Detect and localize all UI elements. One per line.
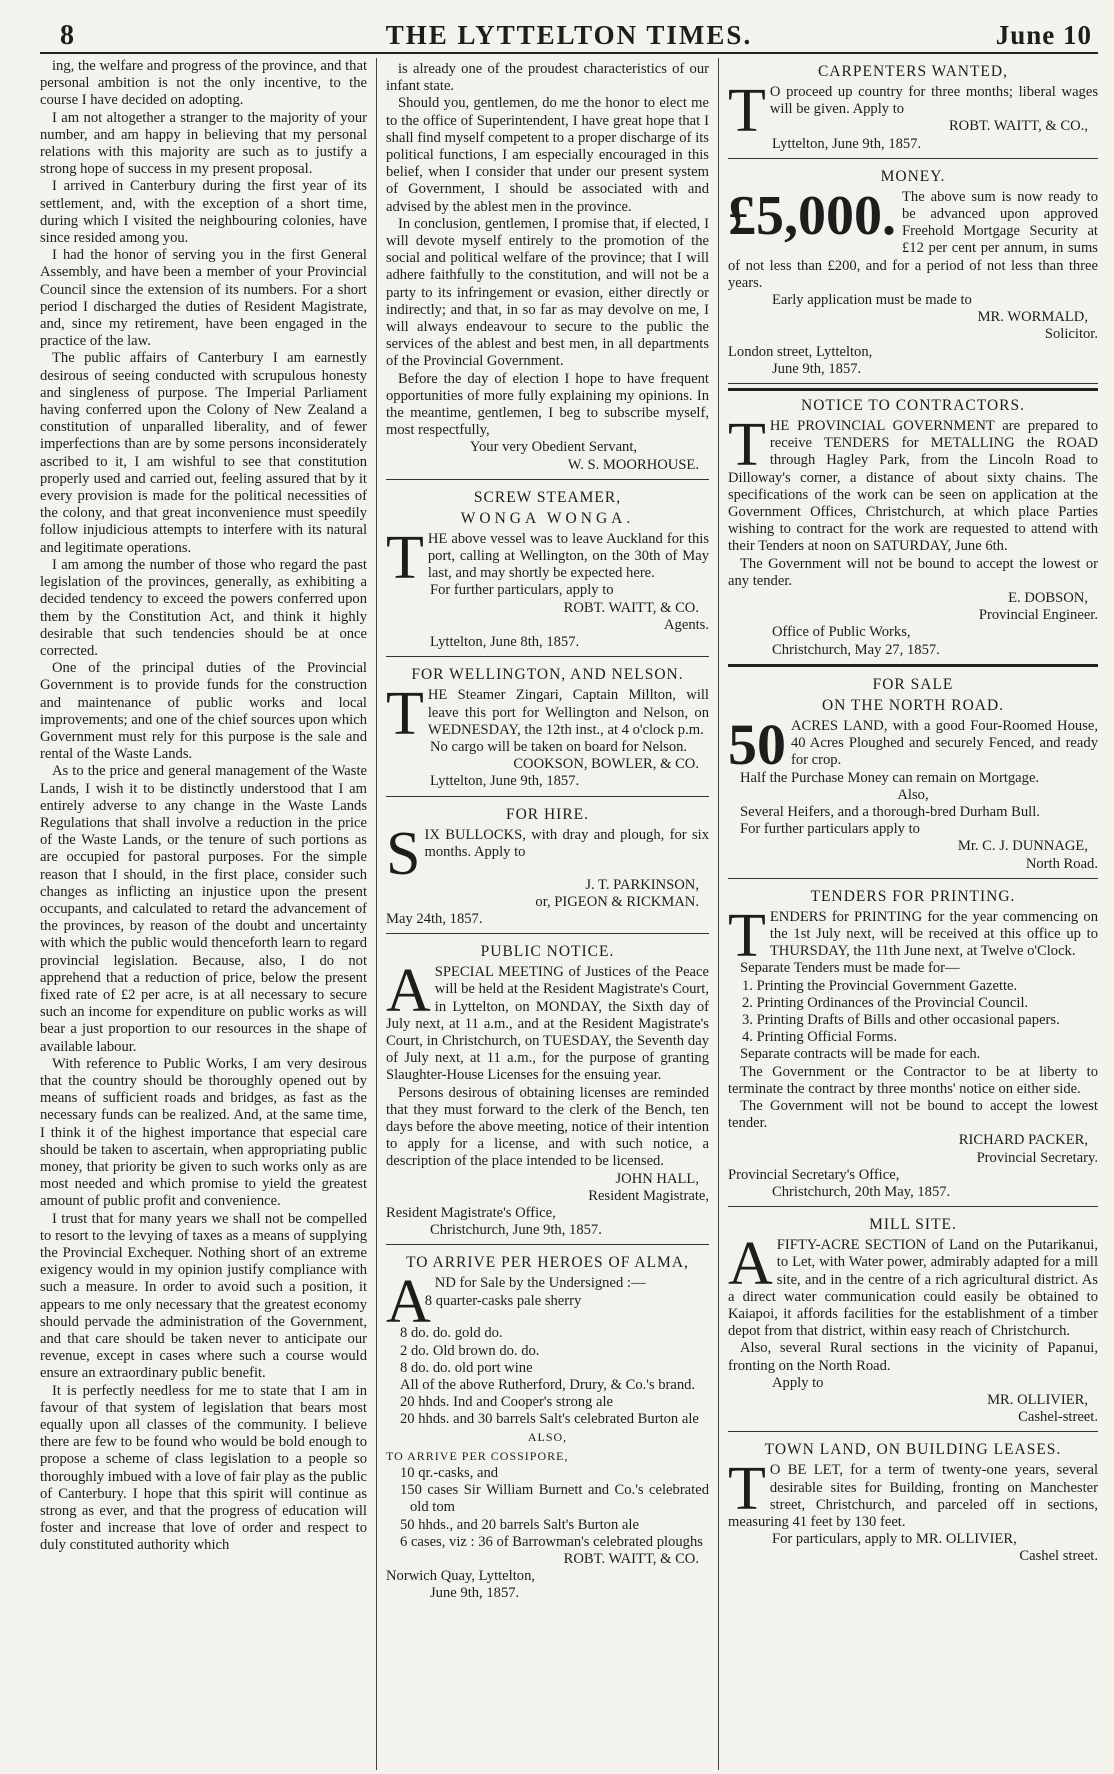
ad-signature: ROBT. WAITT, & CO., <box>948 118 1088 135</box>
list-item: 20 hhds. Ind and Cooper's strong ale <box>400 1394 613 1411</box>
paragraph: With reference to Public Works, I am very desirous that the country should be thoroughly opened out by means of sufficient roads and bridges, as fast as the necessary funds can be realized. And, at the same time, I think it of the highest importance that especial care should be taken to ascertain, when appropriating public money, that priority be given to such works only as are most needed and which promise to yield the greatest amount of public profit and convenience. <box>40 1055 367 1210</box>
ad-mill-site <box>728 1211 1098 1432</box>
ad-role: Provincial Secretary. <box>976 1149 1098 1166</box>
ad-body: HE PROVINCIAL GOVERNMENT are prepared to receive TENDERS for METALLING the ROAD through Hagley Park, from the Lincoln Road to Dilloway's corner, a distance of about sixty chains. The specifications of the work can be seen on application at the Government Offices, Christchurch, at which place Parties wishing to contract for the work are requested to attend with their Tenders at noon on SATURDAY, June 6th. <box>728 418 1098 555</box>
ad-office: Provincial Secretary's Office, <box>728 1166 900 1183</box>
drop-cap: A <box>386 957 431 1026</box>
ad-date: Lyttelton, June 9th, 1857. <box>772 135 922 152</box>
ad-body: The above sum is now ready to be advanced upon approved Freehold Mortgage Security at £12 per cent per annum, in sums of not less than £200, and for a period of not less than three years. <box>728 188 1098 291</box>
ad-role: Solicitor. <box>1044 326 1098 343</box>
ad-address: Norwich Quay, Lyttelton, <box>386 1568 536 1585</box>
paragraph: One of the principal duties of the Provincial Government is to provide funds for the construction and maintenance of public works and local improvements; and one of the chief sources upon which Government must rely for this purpose is the sale and rental of the Waste Lands. <box>40 660 367 763</box>
ad-text: For particulars, apply to MR. OLLIVIER, <box>772 1531 1017 1548</box>
ad-office: Resident Magistrate's Office, <box>386 1204 556 1221</box>
ad-text: The Government will not be bound to accept the lowest or any tender. <box>728 555 1098 589</box>
list-item: 4. Printing Official Forms. <box>742 1029 897 1046</box>
ad-heading: MILL SITE. <box>869 1216 957 1234</box>
money-amount: £5,000. <box>728 184 896 247</box>
ad-money <box>728 163 1098 384</box>
letter-close: Your very Obedient Servant, <box>469 439 638 456</box>
ad-town-land <box>728 1436 1098 1570</box>
ad-role: Provincial Engineer. <box>978 607 1098 624</box>
ad-heading: CARPENTERS WANTED, <box>818 63 1008 80</box>
ad-heading: MONEY. <box>880 167 946 185</box>
drop-cap: T <box>386 680 424 749</box>
ad-date: June 9th, 1857. <box>430 1585 520 1602</box>
ad-place: Cashel street. <box>1019 1548 1098 1565</box>
ad-heading: FOR HIRE. <box>505 805 590 823</box>
paragraph: ing, the welfare and progress of the province, and that personal ambition is not the only incentive, to the course I have decided on adopting. <box>40 58 367 109</box>
masthead <box>40 18 1098 54</box>
paragraph: It is perfectly needless for me to state that I am in favour of that system of legislation that bears most equally upon all classes of the community. I believe there are few to be found who would be bold enough to propose a scheme of class legislation to a people so thoroughly imbued with a love of fair play as the public of Canterbury. I hope that this spirit will continue as strong as ever, and that the progress of education will foster and increase that love of order and respect to duly constituted authority which <box>40 1382 367 1554</box>
ad-date: May 24th, 1857. <box>386 910 483 927</box>
ad-role: Agents. <box>664 616 709 633</box>
ad-heading: TO ARRIVE PER HEROES OF ALMA, <box>406 1254 689 1272</box>
column-1-address <box>40 58 376 1770</box>
column-3 <box>718 58 1098 1770</box>
ad-signature: J. T. PARKINSON, <box>585 876 699 893</box>
ad-text: Separate contracts will be made for each. <box>740 1046 981 1063</box>
ad-signature: MR. OLLIVIER, <box>987 1392 1088 1408</box>
ad-text: Also, several Rural sections in the vicinity of Papanui, fronting on the North Road. <box>728 1340 1098 1374</box>
ad-heading: SCREW STEAMER, <box>473 488 622 506</box>
drop-cap: T <box>386 523 424 592</box>
ad-body: HE Steamer Zingari, Captain Millton, will leave this port for Wellington and Nelson, on WEDNESDAY, the 12th inst., at 4 o'clock p.m. <box>427 687 709 738</box>
drop-cap: T <box>728 901 766 970</box>
ad-for-hire <box>386 801 709 935</box>
paragraph: In conclusion, gentlemen, I promise that, if elected, I will devote myself entirely to the promotion of the social and political welfare of the province; that I will adhere faithfully to the constitution, and will not be a party to its infringement or evasion, either directly or indirectly; and that, in so far as may devolve on me, I will always endeavour to secure to the public the services of the ablest and best men, in all departments of the Provincial Government. <box>386 215 709 370</box>
ad-body: O proceed up country for three months; liberal wages will be given. Apply to <box>769 84 1098 118</box>
paragraph: As to the price and general management of the Waste Lands, I wish it to be distinctly understood that I am entirely adverse to any change in the Waste Lands Regulations that shall involve a reduction in the price of the Waste Lands, or the tenure of such portions as are occupied for pastoral purposes. For the simple reason that I should, in the first place, consider such changes as inflicting an injustice upon the present occupants, and calculated to retard the advancement of the provinces, by reason of the doubt and uncertainty with which the public would thenceforth learn to regard provincial legislation. Because, also, I do not apprehend that a reduction of price, below the present fixed rate of £2 per acre, is at all necessary to secure such an income for expenditure on public works as will bear a just proportion to our resources in the shape of available labour. <box>40 763 367 1055</box>
paragraph: I am among the number of those who regard the past legislation of the provinces, generally, as exhibiting a decided tendency to exceed the powers conferred upon them by the Constitution Act, and think it highly desirable that such tendencies should be at once corrected. <box>40 556 367 659</box>
ad-signature: MR. WORMALD, <box>977 309 1088 326</box>
paragraph: The public affairs of Canterbury I am earnestly desirous of seeing conducted with scrupulous honesty and singleness of purpose. The Imperial Parliament having conferred upon the Colony of New Zealand a constitution of unparalled liberality, and of fewer imperfections than are by some persons inconsiderately ascribed to it, I am wishful to see that constitution properly used and carried out, feeling assured that by it every provision is made for the political necessities of the colony, and that great inconvenience must speedily follow injudicious attempts to interfere with its natural and legitimate operations. <box>40 350 367 556</box>
ad-body: IX BULLOCKS, with dray and plough, for six months. Apply to <box>424 826 709 860</box>
ad-text: Separate Tenders must be made for— <box>740 960 960 977</box>
paragraph: I am not altogether a stranger to the majority of your number, and am happy in believing that my personal relations with this majority are such as to justify a strong hope of success in my present proposal. <box>40 109 367 178</box>
ad-heading: TENDERS FOR PRINTING. <box>810 887 1016 905</box>
ad-heading: PUBLIC NOTICE. <box>480 943 615 961</box>
ad-subheading: ON THE NORTH ROAD. <box>821 696 1005 714</box>
ad-subheading: WONGA WONGA. <box>460 509 635 527</box>
paragraph: Before the day of election I hope to have frequent opportunities of more fully explaining my opinions. In the meantime, gentlemen, I beg to subscribe myself, most respectfully, <box>386 370 709 439</box>
drop-cap: A <box>386 1268 431 1337</box>
ad-public-notice <box>386 938 709 1245</box>
ad-body: ENDERS for PRINTING for the year commencing on the 1st July next, will be received at this office up to THURSDAY, the 11th June next, at Twelve o'Clock. <box>769 908 1098 960</box>
ad-signature: RICHARD PACKER, <box>958 1132 1088 1149</box>
paragraph: I arrived in Canterbury during the first year of its settlement, and, with the exception of a short time, during which I visited the neighbouring colonies, have since resided among you. <box>40 178 367 247</box>
list-item: 10 qr.-casks, and <box>400 1465 499 1481</box>
drop-cap: T <box>728 411 766 480</box>
ad-signature: or, PIGEON & RICKMAN. <box>535 893 699 910</box>
drop-cap: A <box>728 1230 773 1299</box>
ad-signature: ROBT. WAITT, & CO. <box>563 1551 699 1568</box>
ad-date: Christchurch, June 9th, 1857. <box>430 1222 602 1239</box>
ad-place: North Road. <box>1025 855 1098 872</box>
ad-date: Lyttelton, June 9th, 1857. <box>430 773 580 790</box>
ad-notice-to-contractors <box>728 388 1098 667</box>
ad-address: London street, Lyttelton, <box>728 343 873 360</box>
columns <box>40 58 1098 1770</box>
ad-text: Several Heifers, and a thorough-bred Durham Bull. <box>740 803 1040 820</box>
acres-number: 50 <box>728 711 786 777</box>
ad-text: The Government will not be bound to accept the lowest tender. <box>728 1097 1098 1132</box>
paragraph: I had the honor of serving you in the first General Assembly, and have been a member of your Provincial Council since the extension of its numbers. For a short period I discharged the duties of Resident Magistrate, and, since my retirement, have been engaged in the practice of the law. <box>40 247 367 350</box>
list-item: 3. Printing Drafts of Bills and other occasional papers. <box>742 1011 1060 1028</box>
drop-cap: T <box>728 1455 766 1524</box>
ad-heroes-of-alma <box>386 1249 709 1607</box>
ad-place: Cashel-street. <box>1018 1409 1098 1426</box>
ad-text: For further particulars apply to <box>740 821 920 838</box>
list-item: 2. Printing Ordinances of the Provincial Council. <box>742 994 1029 1011</box>
list-item: 1. Printing the Provincial Government Gazette. <box>742 977 1018 994</box>
ad-office: Office of Public Works, <box>772 624 911 641</box>
ad-tenders-printing <box>728 883 1098 1207</box>
ad-text: Persons desirous of obtaining licenses are reminded that they must forward to the clerk of the Bench, ten days before the above meeting, notice of their intention to apply for a license, and with such notice, a description of the place intended to be licensed. <box>386 1084 709 1170</box>
ad-heading: FOR WELLINGTON, AND NELSON. <box>411 666 684 684</box>
ad-body: O BE LET, for a term of twenty-one years, several desirable sites for Building, fronting on Manchester street, Christchurch, and parceled off in sections, measuring 41 feet by 130 feet. <box>728 1462 1098 1531</box>
ad-heading: FOR SALE <box>872 675 954 693</box>
letter-signature: W. S. MOORHOUSE. <box>567 456 699 473</box>
ad-date: Christchurch, 20th May, 1857. <box>772 1183 951 1200</box>
also-label: ALSO, <box>527 1429 568 1444</box>
ad-wellington-nelson <box>386 661 709 796</box>
ad-heading: NOTICE TO CONTRACTORS. <box>801 397 1025 415</box>
list-item: 8 do. do. old port wine <box>400 1359 533 1376</box>
paragraph: Should you, gentlemen, do me the honor to elect me to the office of Superintendent, I have great hope that I shall find myself competent to a proper discharge of its political functions, I am especially encouraged in this belief, when I consider that under our present system of Government, I should be associated with and advised by the ablest men in the province. <box>386 95 709 215</box>
drop-cap: S <box>386 819 421 888</box>
ad-date: Christchurch, May 27, 1857. <box>772 641 940 658</box>
drop-cap: T <box>728 77 766 145</box>
ad-carpenters-wanted <box>728 58 1098 159</box>
list-item: All of the above Rutherford, Drury, & Co.'s brand. <box>400 1376 696 1393</box>
paragraph: is already one of the proudest characteristics of our infant state. <box>386 61 709 95</box>
page-number: 8 <box>60 20 74 51</box>
ad-signature: E. DOBSON, <box>1008 590 1088 607</box>
ad-body: FIFTY-ACRE SECTION of Land on the Putarikanui, to Let, with Water power, admirably adapted for a mill site, and in the centre of a rich agricultural district. As a direct water communication could easily be obtained to Kaiapoi, it affords facilities for the establishment of a timber depot from that district, within easy reach of Christchurch. <box>728 1237 1098 1340</box>
ad-text: The Government or the Contractor to be at liberty to terminate the contract by three months' notice on either side. <box>728 1063 1098 1097</box>
ad-heading: TOWN LAND, ON BUILDING LEASES. <box>764 1441 1062 1459</box>
issue-date: June 10 <box>995 20 1092 50</box>
ad-body: HE above vessel was to leave Auckland for this port, calling at Wellington, on the 30th of May last, and may shortly be expected here. <box>427 530 709 582</box>
ad-body: ACRES LAND, with a good Four-Roomed House, 40 Acres Ploughed and securely Fenced, and ready for crop. <box>791 717 1098 769</box>
ad-text: No cargo will be taken on board for Nelson. <box>430 738 688 755</box>
paragraph: I trust that for many years we shall not be compelled to resort to the levying of taxes as a means of supplying the Provincial Exchequer. Nothing short of an extreme exigency would in my opinion justify compliance with such a measure. In order to avoid such a position, it appears to me only necessary that the greatest economy should pervade the administration of the Government, and that care should be taken never to anticipate our revenue, except in cases where such a course would ensure an extraordinary public benefit. <box>40 1210 367 1382</box>
ad-text: Apply to <box>772 1374 824 1391</box>
election-letter <box>386 58 709 480</box>
also-label: Also, <box>897 786 929 803</box>
list-item: 50 hhds., and 20 barrels Salt's Burton ale <box>400 1516 639 1533</box>
list-item: 20 hhds. and 30 barrels Salt's celebrated Burton ale <box>400 1411 699 1428</box>
column-2 <box>376 58 718 1770</box>
ad-role: Resident Magistrate, <box>588 1187 709 1204</box>
ad-signature: Mr. C. J. DUNNAGE, <box>957 838 1088 855</box>
list-item: 8 quarter-casks pale sherry <box>424 1292 582 1309</box>
ad-date: June 9th, 1857. <box>772 360 862 377</box>
ad-text: For further particulars, apply to <box>430 582 614 599</box>
list-item: 2 do. Old brown do. do. <box>400 1342 540 1359</box>
list-item: 8 do. do. gold do. <box>400 1325 503 1342</box>
ad-date: Lyttelton, June 8th, 1857. <box>430 634 580 651</box>
list-item: 6 cases, viz : 36 of Barrowman's celebrated ploughs <box>400 1533 703 1550</box>
ad-signature: ROBT. WAITT, & CO. <box>563 599 699 616</box>
newspaper-title: THE LYTTELTON TIMES. <box>385 20 753 50</box>
list-item: 150 cases Sir William Burnett and Co.'s celebrated old tom <box>400 1482 709 1516</box>
sub-heading: TO ARRIVE PER COSSIPORE, <box>386 1448 569 1463</box>
ad-for-sale <box>728 671 1098 879</box>
ad-signature: COOKSON, BOWLER, & CO. <box>513 756 699 773</box>
ad-text: Half the Purchase Money can remain on Mortgage. <box>740 769 1040 786</box>
ad-body: ND for Sale by the Undersigned :— <box>434 1275 646 1292</box>
ad-body: SPECIAL MEETING of Justices of the Peace will be held at the Resident Magistrate's Court, in Lyttelton, on MONDAY, the Sixth day of July next, at 11 a.m., and at the Resident Magistrate's Court, in Christchurch, on TUESDAY, the Seventh day of July next, at 11 a.m., for the purpose of granting Slaughter-House Licenses for the ensuing year. <box>386 964 709 1084</box>
ad-text: Early application must be made to <box>772 292 972 309</box>
ad-signature: JOHN HALL, <box>615 1170 699 1187</box>
ad-screw-steamer <box>386 484 709 657</box>
